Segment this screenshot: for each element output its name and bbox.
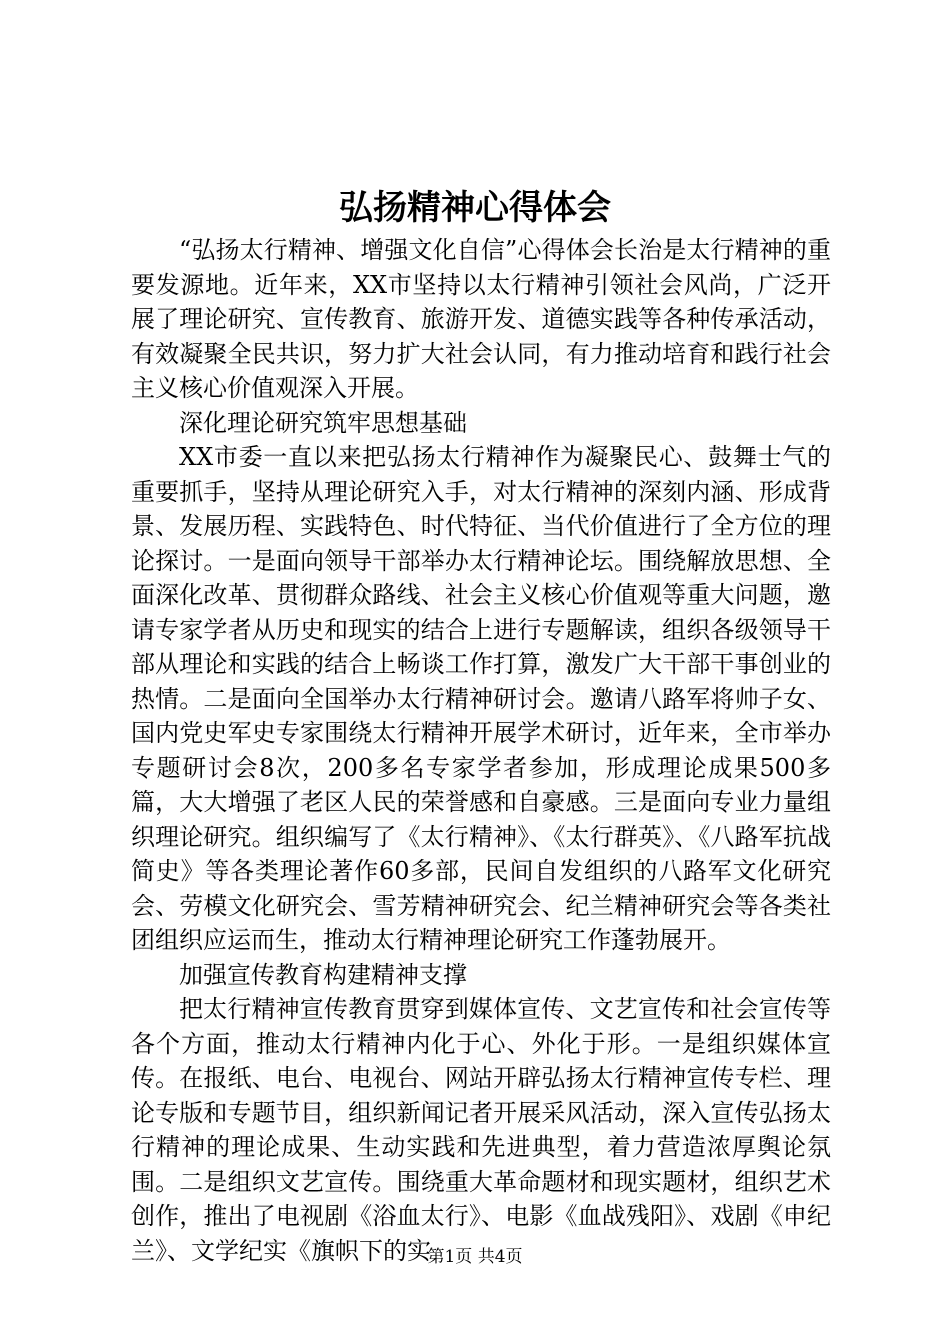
document-body [131, 233, 831, 1268]
publicity-paragraph: 把太行精神宣传教育贯穿到媒体宣传、文艺宣传和社会宣传等各个方面，推动太行精神内化于心、外化于形。一是组织媒体宣传。在报纸、电台、电视台、网站开辟弘扬太行精神宣传专栏、理论专版和专题节目，组织新闻记者开展采风活动，深入宣传弘扬太行精神的理论成果、生动实践和先进典型，着力营造浓厚舆论氛围。二是组织文艺宣传。围绕重大革命题材和现实题材，组织艺术创作，推出了电视剧《浴血太行》、电影《血战残阳》、戏剧《申纪兰》、文学纪实《旗帜下的实 [131, 995, 831, 1265]
document-title: 弘扬精神心得体会 [339, 188, 611, 228]
section-heading-publicity: 加强宣传教育构建精神支撑 [179, 960, 467, 989]
section-heading-theory: 深化理论研究筑牢思想基础 [179, 408, 467, 437]
intro-paragraph: “弘扬太行精神、增强文化自信”心得体会长治是太行精神的重要发源地。近年来，XX市坚持以太行精神引领社会风尚，广泛开展了理论研究、宣传教育、旅游开发、道德实践等各种传承活动，有效凝聚全民共识，努力扩大社会认同，有力推动培育和践行社会主义核心价值观深入开展。 [131, 236, 831, 402]
page-number-footer: 第1页 共4页 [427, 1247, 523, 1267]
theory-paragraph: XX市委一直以来把弘扬太行精神作为凝聚民心、鼓舞士气的重要抓手，坚持从理论研究入手，对太行精神的深刻内涵、形成背景、发展历程、实践特色、时代特征、当代价值进行了全方位的理论探讨。一是面向领导干部举办太行精神论坛。围绕解放思想、全面深化改革、贯彻群众路线、社会主义核心价值观等重大问题，邀请专家学者从历史和现实的结合上进行专题解读，组织各级领导干部从理论和实践的结合上畅谈工作打算，激发广大干部干事创业的热情。二是面向全国举办太行精神研讨会。邀请八路军将帅子女、国内党史军史专家围绕太行精神开展学术研讨，近年来，全市举办专题研讨会8次，200多名专家学者参加，形成理论成果500多篇，大大增强了老区人民的荣誉感和自豪感。三是面向专业力量组织理论研究。组织编写了《太行精神》、《太行群英》、《八路军抗战简史》等各类理论著作60多部，民间自发组织的八路军文化研究会、劳模文化研究会、雪芳精神研究会、纪兰精神研究会等各类社团组织应运而生，推动太行精神理论研究工作蓬勃展开。 [131, 443, 831, 954]
